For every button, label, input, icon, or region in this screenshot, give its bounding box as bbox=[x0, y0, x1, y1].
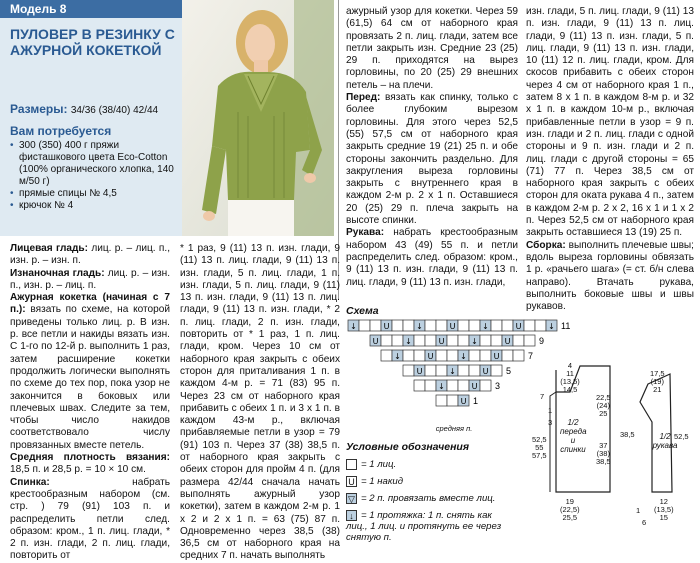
paragraph-assembly: Сборка: выполнить плечевые швы; вдоль выреза горловины обвязать 1 р. «рачьего шага» (= ст. б/н слева направо). Втачать рукава, выполнить боковые швы и швы рукавов. bbox=[526, 239, 694, 313]
legend-item-skp: ↓ = 1 протяжка: 1 п. снять как лиц., 1 лиц. и протянуть ее через снятую п. bbox=[346, 510, 502, 544]
chart-cell bbox=[513, 350, 524, 361]
chart-cell bbox=[436, 320, 447, 331]
body-dim-top: 4 11 (13,5) 14,5 bbox=[560, 361, 580, 394]
sleeve-dim-length: 52,5 bbox=[674, 432, 689, 441]
chart-cell bbox=[480, 350, 491, 361]
chart-symbol: U bbox=[383, 322, 390, 331]
chart-cell bbox=[524, 320, 535, 331]
header-panel bbox=[0, 0, 182, 236]
chart-cell bbox=[381, 335, 392, 346]
paragraph-sleeves-continued: изн. глади, 5 п. лиц. глади, 9 (11) 13 п. изн. глади, 9 (11) 13 п. лиц. глади, 9 (11) 13 п. изн. глади, 5 п. лиц. глади, 9 (11) 13 п. изн. глади, 10 (11) 12 п. лиц. глади, кром. Для скосов прибавить с обеих сторон через 4 см от наборного края 1 п., затем 8 х 1 п. в каждом 8-м р. и 32 х 1 п. в каждом 10-м р., включая прибавленные петли в узор = 9 п. изн. глади и 2 п. лиц. глади с одной стороны и 9 п. изн. глади и 2 п. лиц. глади с другой стороны = 65 (71) 77 п. Через 38,5 см от наборного края закрыть с обеих сторон для оката рукава 4 п., затем в каждом 2-м р. 2 х 2, 16 х 1 и 1 х 2 п. Через 52,5 см от наборного края закрыть оставшиеся 13 (19) 25 п. bbox=[526, 6, 694, 239]
chart-symbol: U bbox=[493, 352, 500, 361]
chart-symbol: U bbox=[482, 367, 489, 376]
chart-symbol: U bbox=[427, 352, 434, 361]
sweater-photo-illustration bbox=[182, 0, 334, 236]
material-needles: • прямые спицы № 4,5 bbox=[10, 188, 180, 200]
chart-cell bbox=[392, 320, 403, 331]
chart-cell bbox=[392, 335, 403, 346]
chart-symbol: ↓ bbox=[471, 337, 478, 346]
chart-cell bbox=[458, 365, 469, 376]
chart-cell bbox=[403, 320, 414, 331]
sleeve-dim-6: 6 bbox=[642, 518, 647, 527]
chart-symbol: U bbox=[471, 382, 478, 391]
chart-symbol: ↓ bbox=[460, 352, 467, 361]
chart-cell bbox=[480, 380, 491, 391]
chart-row-label: 9 bbox=[539, 336, 545, 346]
chart-symbol: U bbox=[460, 397, 467, 406]
sleeve-dim-top: 17,5 (19) 21 bbox=[650, 369, 665, 394]
paragraph-gauge: Средняя плотность вязания: 18,5 п. и 28,5 р. = 10 × 10 см. bbox=[10, 452, 170, 476]
chart-symbol: ↓ bbox=[394, 352, 401, 361]
chart-cell bbox=[436, 350, 447, 361]
chart-symbol: ↓ bbox=[548, 322, 555, 331]
paragraph-reverse-stockinette: Изнаночная гладь: лиц. р. – изн. п., изн. р. – лиц. п. bbox=[10, 267, 170, 291]
chart-cell bbox=[381, 350, 392, 361]
chart-cell bbox=[359, 320, 370, 331]
chart-symbol: U bbox=[449, 322, 456, 331]
chart-row-label: 5 bbox=[506, 366, 512, 376]
chart-cell bbox=[469, 320, 480, 331]
sleeve-dim-width: 12 (13,5) 15 bbox=[654, 497, 674, 522]
body-dim-length: 52,5 55 57,5 bbox=[532, 435, 547, 460]
column-4 bbox=[526, 6, 694, 313]
chart-symbol: U bbox=[372, 337, 379, 346]
chart-cell bbox=[403, 365, 414, 376]
paragraph-back-end: ажурный узор для кокетки. Через 59 (61,5) 64 см от наборного края провязать 2 п. лиц. глади, затем все петли закрыть изн. Средние 23 (25) 29 п. приходятся на вырез горловины, по 20 (25) 29 внешних петель – на плечи. bbox=[346, 6, 518, 91]
chart-symbol: U bbox=[515, 322, 522, 331]
chart-cell bbox=[524, 335, 535, 346]
chart-cell bbox=[480, 335, 491, 346]
body-dim-shoulder: 22,5 (24) 25 bbox=[596, 393, 611, 418]
materials-heading: Вам потребуется bbox=[10, 124, 112, 138]
chart-row-label: 3 bbox=[495, 381, 501, 391]
material-yarn: • 300 (350) 400 г пряжи фисташкового цвета Eco-Cotton (100% органического хлопка, 140 м/50 г) bbox=[10, 140, 180, 188]
chart-symbol: ↓ bbox=[416, 322, 423, 331]
paragraph-stockinette: Лицевая гладь: лиц. р. – лиц. п., изн. р. – изн. п. bbox=[10, 243, 170, 267]
chart-cell bbox=[502, 320, 513, 331]
chart-cell bbox=[403, 350, 414, 361]
sizes-label: Размеры: bbox=[10, 102, 68, 116]
materials-list bbox=[10, 140, 180, 212]
legend-title: Условные обозначения bbox=[346, 441, 470, 453]
chart-cell bbox=[491, 320, 502, 331]
chart-cell bbox=[469, 350, 480, 361]
chart-cell bbox=[425, 335, 436, 346]
chart-cell bbox=[491, 335, 502, 346]
chart-cell bbox=[469, 365, 480, 376]
model-number: Модель 8 bbox=[0, 0, 182, 18]
column-1 bbox=[10, 243, 170, 563]
sizes-line bbox=[10, 102, 158, 116]
chart-cell bbox=[414, 335, 425, 346]
skp-icon: ↓ bbox=[346, 510, 357, 521]
chart-cell bbox=[414, 380, 425, 391]
body-piece-label: 1/2 переда и спинки bbox=[560, 418, 587, 454]
paragraph-front: Перед: вязать как спинку, только с более глубоким вырезом горловины. Для этого через 52,5 (55) 57,5 см от наборного края закрыть средние 19 (21) 25 п. и обе стороны закончить раздельно. Для закругления выреза горловины закрыть с внутреннего края в каждом 2-м р. 2 х 1 п. Оставшиеся 20 (25) 29 п. плеча закрыть на высоте спинки. bbox=[346, 92, 518, 227]
column-3 bbox=[346, 6, 518, 289]
chart-cell bbox=[436, 395, 447, 406]
sleeve-dim-seam: 38,5 bbox=[620, 430, 635, 439]
chart-symbol: ↓ bbox=[405, 337, 412, 346]
chart-row-label: 11 bbox=[561, 321, 571, 331]
legend-item-knit: = 1 лиц. bbox=[346, 459, 396, 470]
chart-symbol: ↓ bbox=[482, 322, 489, 331]
body-dim-1: 1 bbox=[548, 406, 553, 415]
legend-item-yarn-over: U = 1 накид bbox=[346, 476, 403, 487]
sleeve-piece-label: 1/2 рукава bbox=[652, 432, 678, 450]
chart-cell bbox=[458, 335, 469, 346]
chart-cell bbox=[535, 320, 546, 331]
paragraph-lace-yoke: Ажурная кокетка (начиная с 7 п.): вязать по схеме, на которой приведены только лиц. р. В изн. р. все петли и накиды вязать изн. С 1-го по 12-й р. выполнить 1 раз, затем расширение кокетки продолжить логически выполнять по схеме до тех пор, пока узор не закончится в боковых или плечевых швах. Следите за тем, чтобы число накидов соответствовало числу провязанных вместе петель. bbox=[10, 292, 170, 451]
knit-symbol-icon bbox=[346, 459, 357, 470]
chart-symbol: U bbox=[504, 337, 511, 346]
chart-symbol: ↓ bbox=[350, 322, 357, 331]
pattern-title: ПУЛОВЕР В РЕЗИНКУ С АЖУРНОЙ КОКЕТКОЙ bbox=[10, 26, 175, 58]
chart-cell bbox=[491, 365, 502, 376]
sizes-value: 34/36 (38/40) 42/44 bbox=[70, 105, 159, 116]
chart-symbol: U bbox=[438, 337, 445, 346]
chart-cell bbox=[447, 335, 458, 346]
body-dim-3: 3 bbox=[548, 418, 553, 427]
chart-cell bbox=[370, 320, 381, 331]
chart-cell bbox=[447, 395, 458, 406]
k2tog-icon: ▽ bbox=[346, 493, 357, 504]
column-2 bbox=[180, 243, 340, 563]
yarn-over-icon: U bbox=[346, 476, 357, 487]
chart-cell bbox=[425, 320, 436, 331]
chart-row-label: 7 bbox=[528, 351, 534, 361]
center-stitch-label: средняя п. bbox=[435, 424, 473, 433]
chart-cell bbox=[436, 365, 447, 376]
scheme-title: Схема bbox=[346, 305, 379, 317]
body-dim-side: 37 (38) 38,5 bbox=[596, 441, 611, 466]
chart-cell bbox=[447, 350, 458, 361]
chart-cell bbox=[458, 320, 469, 331]
chart-cell bbox=[502, 350, 513, 361]
chart-cell bbox=[447, 380, 458, 391]
chart-cell bbox=[513, 335, 524, 346]
chart-row-label: 1 bbox=[473, 396, 479, 406]
legend-item-k2tog: ▽ = 2 п. провязать вместе лиц. bbox=[346, 493, 495, 504]
chart-cell bbox=[414, 350, 425, 361]
body-dim-7: 7 bbox=[540, 392, 545, 401]
material-hook: • крючок № 4 bbox=[10, 200, 180, 212]
chart-cell bbox=[425, 380, 436, 391]
paragraph-sleeves: Рукава: набрать крестообразным набором 43 (49) 55 п. и петли распределить след. образом: кром., 9 (11) 13 п. изн. глади, 9 (11) 13 п. лиц. глади, 9 (11) 13 п. изн. глади, bbox=[346, 227, 518, 288]
chart-symbol: ↓ bbox=[438, 382, 445, 391]
chart-cell bbox=[458, 380, 469, 391]
paragraph-back-continued: * 1 раз, 9 (11) 13 п. изн. глади, 9 (11) 13 п. лиц. глади, 9 (11) 13 п. изн. глади, 5 п. лиц. глади, 1 п. изн. глади, 5 п. лиц. глади, 9 (11) 13 п. изн. глади, 9 (11) 13 п. лиц. глади, 9 (11) 13 п. изн. глади, * 2 п. лиц. глади, 2 п. изн. глади, повторить от * 1 раз, 1 п. лиц. глади, кром. Через 10 см от наборного края закрыть с обеих сторон для приталивания 1 п. в каждом 4-м р. = 71 (83) 95 п. Через 23 см от наборного края прибавить с обеих 1 п. и 3 х 1 п. в каждом 43-м р., включая прибавляемые петли в узор = 79 (91) 103 п. Через 37 (38) 38,5 п. от наборного края закрыть с обеих сторон для пройм 4 п. (для размера 42/44 сначала начать выполнять ажурный узор кокетки), затем в каждом 2-м р. 1 х 2 и 2 х 1 п. = 63 (75) 87 п. Одновременно через 38,5 (38) 36,5 см от наборного края на средних 7 п. начать выполнять bbox=[180, 243, 340, 562]
sleeve-dim-1: 1 bbox=[636, 506, 641, 515]
paragraph-back: Спинка: набрать крестообразным набором (см. стр. ) 79 (91) 103 п. и распределить петли след. образом: кром., 1 п. лиц. глади, * 2 п. изн. глади, 2 п. лиц. глади, повторить от bbox=[10, 476, 170, 562]
model-photo bbox=[182, 0, 334, 236]
chart-symbol: ↓ bbox=[449, 367, 456, 376]
chart-symbol: U bbox=[416, 367, 423, 376]
body-dim-width: 19 (22,5) 25,5 bbox=[560, 497, 580, 522]
chart-cell bbox=[425, 365, 436, 376]
